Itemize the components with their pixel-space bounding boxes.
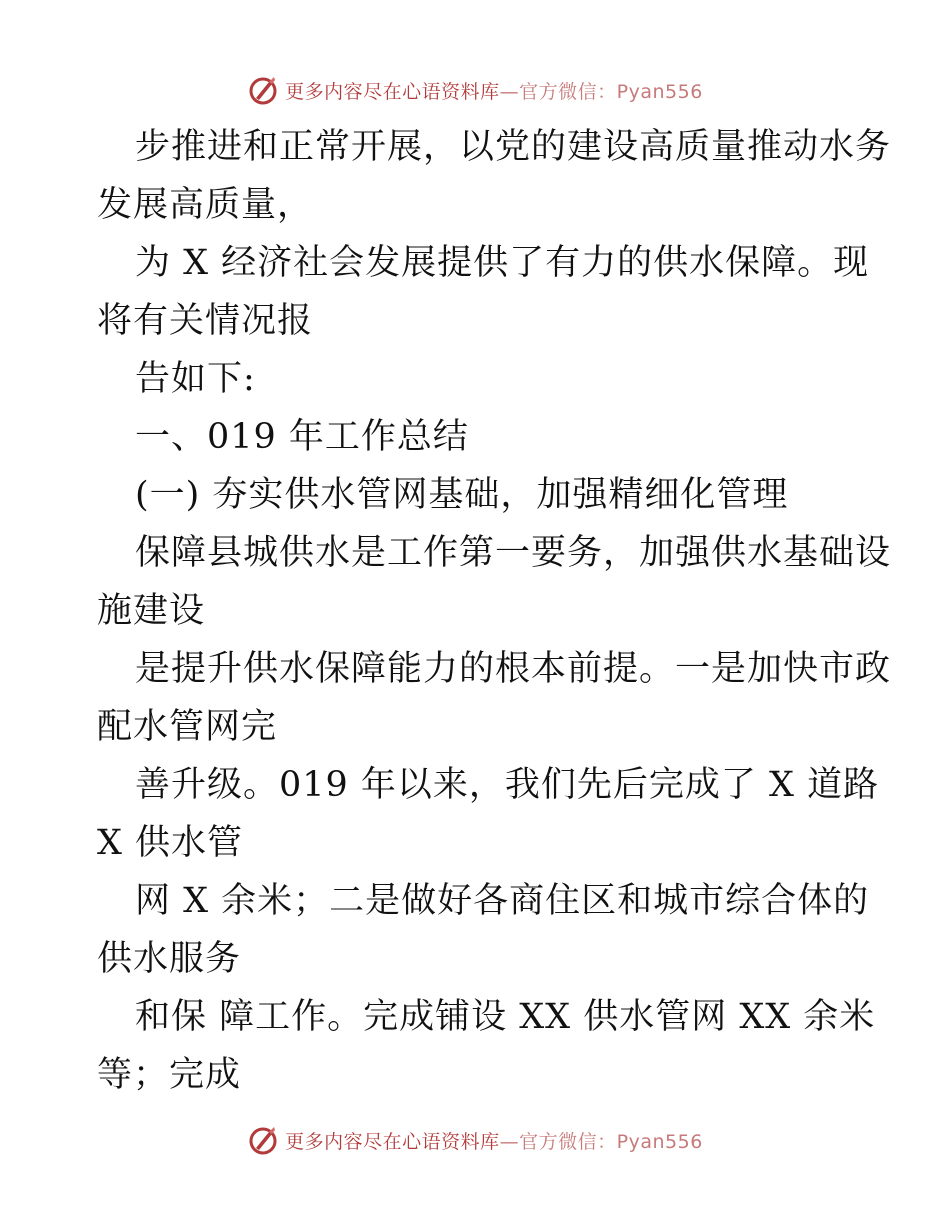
paragraph-line: 为 X 经济社会发展提供了有力的供水保障。现 [135,243,870,283]
paragraph-line: 发展高质量， [97,185,314,225]
paragraph-line: (一) 夯实供水管网基础，加强精细化管理 [135,475,789,515]
footer-watermark-banner [0,1120,950,1160]
quill-pen-logo-icon [247,74,279,106]
paragraph-line: X 供水管 [97,823,244,863]
paragraph-line: 施建设 [97,591,206,631]
watermark-wechat-id: —官方微信：Pyan556 [499,80,703,103]
paragraph-line: 和保 障工作。完成铺设 XX 供水管网 XX 余米 [135,997,876,1037]
paragraph-line: 告如下: [135,359,256,399]
header-watermark-banner [0,70,950,110]
paragraph-line: 善升级。019 年以来，我们先后完成了 X 道路 [135,765,880,805]
paragraph-line: 网 X 余米；二是做好各商住区和城市综合体的 [135,881,870,921]
watermark-text [285,1127,703,1154]
paragraph-line: 供水服务 [97,939,242,979]
watermark-wechat-id: —官方微信：Pyan556 [499,1130,703,1153]
paragraph-line: 等；完成 [97,1055,242,1095]
paragraph-line: 配水管网完 [97,707,278,747]
quill-pen-logo-icon [247,1124,279,1156]
paragraph-line: 一、019 年工作总结 [135,417,469,457]
watermark-site-name: 更多内容尽在心语资料库 [285,80,500,103]
paragraph-line: 步推进和正常开展，以党的建设高质量推动水务 [135,127,892,167]
paragraph-line: 保障县城供水是工作第一要务，加强供水基础设 [135,533,892,573]
paragraph-line: 将有关情况报 [97,301,314,341]
watermark-text [285,77,703,104]
document-body [97,118,892,1104]
watermark-site-name: 更多内容尽在心语资料库 [285,1130,500,1153]
paragraph-line: 是提升供水保障能力的根本前提。一是加快市政 [135,649,892,689]
